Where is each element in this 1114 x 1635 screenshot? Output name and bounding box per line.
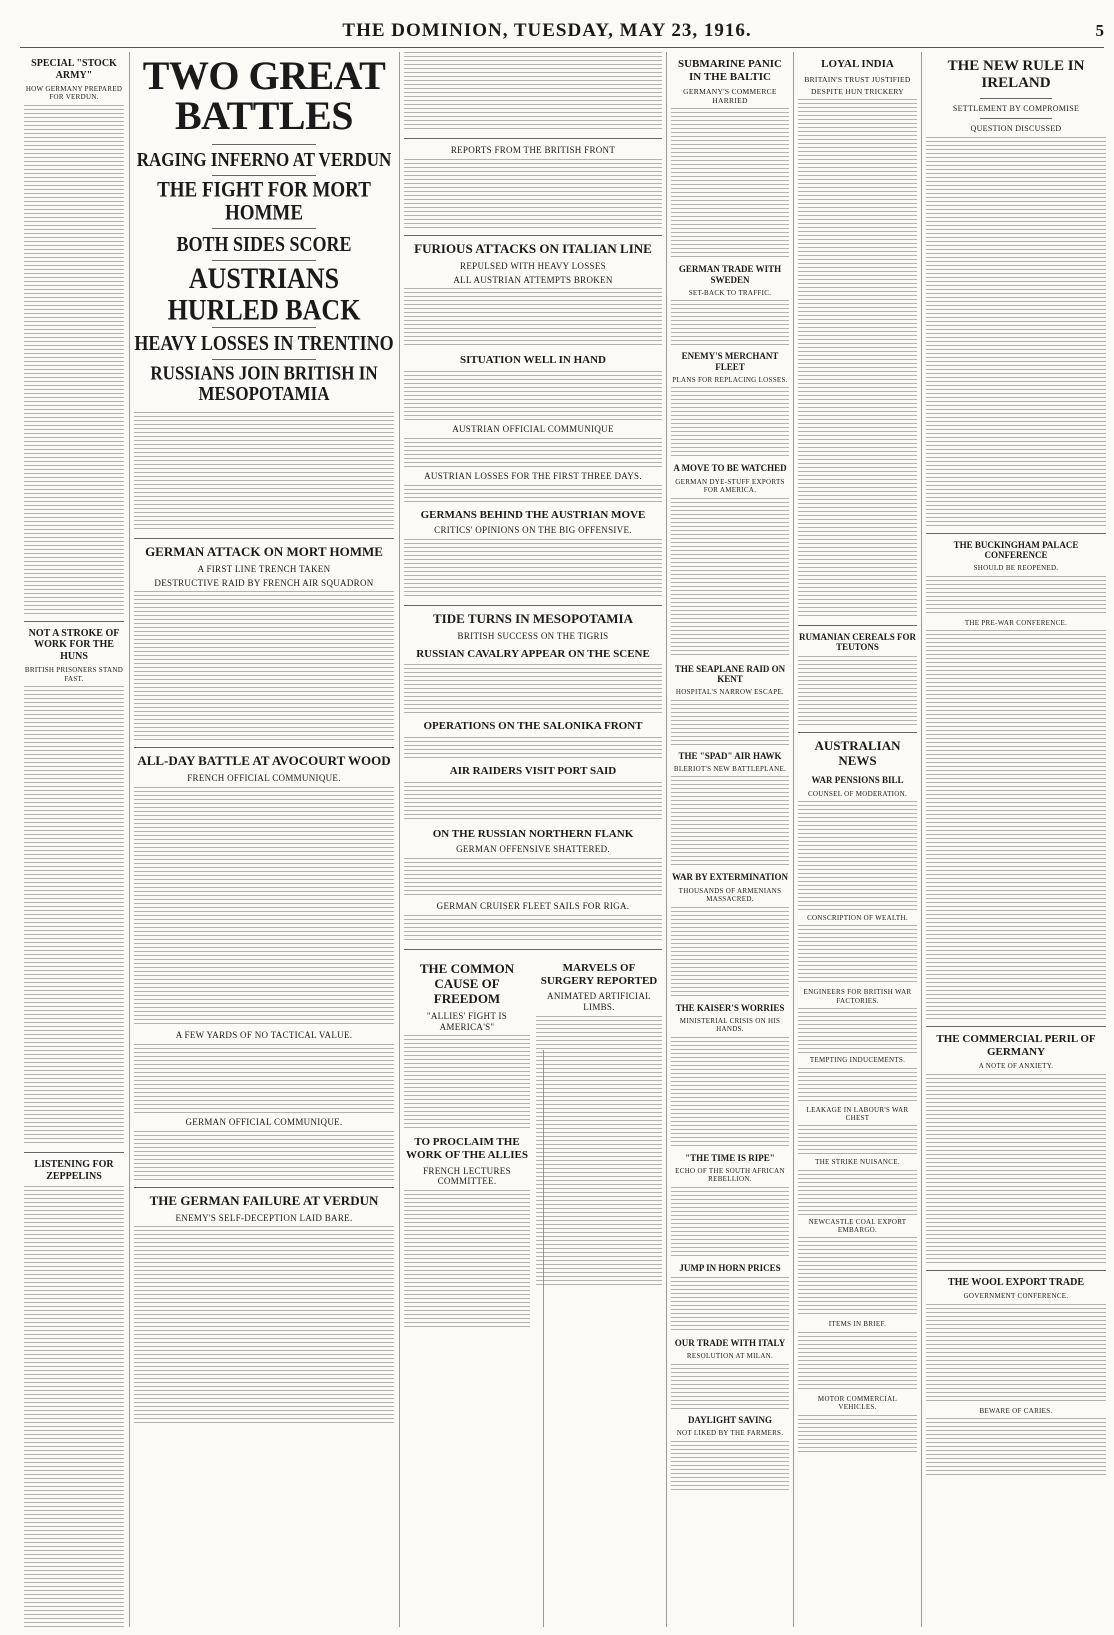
article-text <box>926 630 1106 1020</box>
divider <box>926 533 1106 534</box>
article-text <box>671 700 789 745</box>
divider <box>212 359 316 360</box>
headline: OPERATIONS ON THE SALONIKA FRONT <box>423 720 643 733</box>
headline: LISTENING FOR ZEPPELINS <box>34 1159 114 1182</box>
subheadline: RESOLUTION AT MILAN. <box>686 1352 774 1361</box>
subheadline: TEMPTING INDUCEMENTS. <box>809 1056 906 1065</box>
article-text <box>24 686 124 1146</box>
headline: THE KAISER'S WORRIES <box>675 1002 785 1013</box>
divider <box>404 138 662 139</box>
divider <box>798 732 917 733</box>
article-text <box>671 907 789 997</box>
subheadline: REPORTS FROM THE BRITISH FRONT <box>450 145 616 155</box>
column-1 <box>24 52 124 1627</box>
headline: "THE TIME IS RIPE" <box>685 1152 775 1163</box>
article-text <box>798 656 917 726</box>
subheadline: DESPITE HUN TRICKERY <box>811 86 904 96</box>
column-rule <box>666 52 667 1627</box>
subheadline: FRENCH LECTURES COMMITTEE. <box>423 1165 511 1187</box>
subheadline: LEAKAGE IN LABOUR'S WAR CHEST <box>806 1105 909 1122</box>
article-text <box>404 858 662 898</box>
two-col-block <box>404 956 662 1330</box>
subheadline: ITEMS IN BRIEF. <box>828 1320 887 1329</box>
headline: THE NEW RULE IN IRELAND <box>947 58 1085 92</box>
headline: OUR TRADE WITH ITALY <box>674 1338 786 1349</box>
subheadline: ANIMATED ARTIFICIAL LIMBS. <box>547 991 651 1012</box>
subheadline: BRITAIN'S TRUST JUSTIFIED <box>804 74 911 84</box>
article-text <box>671 1187 789 1257</box>
divider <box>212 228 316 229</box>
article-text <box>24 105 124 615</box>
subheadline: ENGINEERS FOR BRITISH WAR FACTORIES. <box>803 988 912 1005</box>
article-text <box>926 576 1106 616</box>
divider <box>212 175 316 176</box>
article-text <box>926 1074 1106 1264</box>
article-text <box>24 1186 124 1627</box>
headline: THE "SPAD" AIR HAWK <box>678 750 782 761</box>
divider <box>134 538 394 539</box>
subheadline: ENEMY'S SELF-DECEPTION LAID BARE. <box>175 1212 353 1223</box>
masthead <box>20 14 1104 48</box>
subheadline: HOW GERMANY PREPARED FOR VERDUN. <box>25 85 123 102</box>
column-rule <box>129 52 130 1627</box>
article-text <box>798 1332 917 1392</box>
article-text <box>134 591 394 741</box>
article-text <box>798 99 917 619</box>
article-text <box>404 438 662 468</box>
article-text <box>798 1237 917 1317</box>
article-text <box>671 1277 789 1332</box>
article-text <box>671 1037 789 1147</box>
subheadline: "ALLIES' FIGHT IS AMERICA'S" <box>426 1010 508 1032</box>
article-text <box>404 159 662 229</box>
divider <box>980 98 1052 99</box>
article-text <box>798 801 917 911</box>
deck-headline: THE FIGHT FOR MORT HOMME <box>157 177 371 225</box>
article-text <box>798 1125 917 1155</box>
subheadline: GOVERNMENT CONFERENCE. <box>963 1292 1069 1301</box>
subheadline: GERMAN OFFICIAL COMMUNIQUE. <box>185 1116 343 1127</box>
article-text <box>798 1068 917 1103</box>
article-text <box>134 787 394 1027</box>
divider <box>980 118 1052 119</box>
headline: JUMP IN HORN PRICES <box>679 1262 781 1273</box>
headline: A MOVE TO BE WATCHED <box>673 463 787 474</box>
column-rule <box>399 52 400 1627</box>
subheadline: A NOTE OF ANXIETY. <box>978 1062 1054 1071</box>
headline: SPECIAL "STOCK ARMY" <box>31 58 117 81</box>
article-text <box>134 1044 394 1114</box>
article-text <box>404 1035 530 1130</box>
divider <box>24 1152 124 1153</box>
article-text <box>404 1190 530 1330</box>
divider <box>926 1270 1106 1271</box>
article-text <box>404 485 662 503</box>
headline: SUBMARINE PANIC IN THE BALTIC <box>678 58 782 83</box>
subheadline: NOT LIKED BY THE FARMERS. <box>676 1429 784 1438</box>
subheadline: ALL AUSTRIAN ATTEMPTS BROKEN <box>453 274 613 285</box>
article-text <box>404 915 662 943</box>
headline: ALL-DAY BATTLE AT AVOCOURT WOOD <box>137 753 391 769</box>
divider <box>212 260 316 261</box>
subheadline: THE PRE-WAR CONFERENCE. <box>964 618 1068 627</box>
article-text <box>404 782 662 822</box>
subheadline: GERMAN OFFENSIVE SHATTERED. <box>456 844 610 855</box>
headline: WAR BY EXTERMINATION <box>671 872 788 883</box>
article-text <box>798 925 917 985</box>
article-text <box>671 300 789 345</box>
deck-headline: AUSTRIANS HURLED BACK <box>167 261 361 327</box>
article-text <box>134 1226 394 1426</box>
article-text <box>404 288 662 348</box>
headline: THE GERMAN FAILURE AT VERDUN <box>149 1192 379 1208</box>
article-text <box>404 52 662 132</box>
headline: AIR RAIDERS VISIT PORT SAID <box>449 765 617 778</box>
subheadline: BRITISH SUCCESS ON THE TIGRIS <box>457 630 609 641</box>
article-text <box>798 1008 917 1053</box>
column-4 <box>671 52 789 1627</box>
column-6 <box>926 52 1106 1627</box>
subheadline: ECHO OF THE SOUTH AFRICAN REBELLION. <box>675 1166 785 1184</box>
headline: LOYAL INDIA <box>821 58 894 70</box>
subheadline: DESTRUCTIVE RAID BY FRENCH AIR SQUADRON <box>154 577 374 588</box>
subheadline: SHOULD BE REOPENED. <box>973 564 1059 573</box>
article-text <box>671 387 789 457</box>
subheadline: HOSPITAL'S NARROW ESCAPE. <box>675 688 785 697</box>
divider <box>134 1187 394 1188</box>
article-text <box>671 776 789 866</box>
subheadline: BEWARE OF CARIES. <box>979 1406 1053 1415</box>
subheadline: COUNSEL OF MODERATION. <box>807 789 908 798</box>
headline: GERMAN ATTACK ON MORT HOMME <box>145 543 383 559</box>
headline: THE WOOL EXPORT TRADE <box>947 1276 1085 1288</box>
headline: SITUATION WELL IN HAND <box>460 354 606 367</box>
subheadline: PLANS FOR REPLACING LOSSES. <box>672 376 788 385</box>
subheadline: GERMANY'S COMMERCE HARRIED <box>683 87 777 106</box>
subheadline: BRITISH PRISONERS STAND FAST. <box>24 666 124 683</box>
subheadline: NEWCASTLE COAL EXPORT EMBARGO. <box>808 1217 907 1235</box>
divider <box>404 949 662 950</box>
subheadline: A FEW YARDS OF NO TACTICAL VALUE. <box>175 1030 353 1041</box>
headline: GERMANS BEHIND THE AUSTRIAN MOVE <box>420 508 646 521</box>
headline: THE COMMERCIAL PERIL OF GERMANY <box>936 1033 1096 1058</box>
deck-headline: RUSSIANS JOIN BRITISH IN MESOPOTAMIA <box>150 362 378 405</box>
subheadline: SET-BACK TO TRAFFIC. <box>688 288 772 297</box>
headline: FURIOUS ATTACKS ON ITALIAN LINE <box>414 240 652 256</box>
headline: TIDE TURNS IN MESOPOTAMIA <box>433 611 633 626</box>
column-rule <box>793 52 794 1627</box>
article-text <box>134 412 394 532</box>
subheadline: THOUSANDS OF ARMENIANS MASSACRED. <box>678 886 782 904</box>
subheadline: MINISTERIAL CRISIS ON HIS HANDS. <box>679 1016 781 1034</box>
column-3 <box>404 52 662 1627</box>
deck-headline: RAGING INFERNO AT VERDUN <box>136 148 392 171</box>
subheadline: CRITICS' OPINIONS ON THE BIG OFFENSIVE. <box>434 525 632 536</box>
headline: GERMAN TRADE WITH SWEDEN <box>678 264 782 285</box>
deck-headline: HEAVY LOSSES IN TRENTINO <box>134 331 394 355</box>
headline: THE SEAPLANE RAID ON KENT <box>674 663 786 684</box>
subheadline: QUESTION DISCUSSED <box>970 124 1062 134</box>
article-text <box>798 1170 917 1215</box>
headline: RUMANIAN CEREALS FOR TEUTONS <box>798 631 916 652</box>
subcolumn-right <box>536 956 662 1330</box>
column-2 <box>134 52 394 1627</box>
divider <box>134 747 394 748</box>
divider <box>212 327 316 328</box>
article-text <box>798 1415 917 1455</box>
article-text <box>536 1016 662 1286</box>
article-text <box>671 498 789 658</box>
subheadline: THE STRIKE NUISANCE. <box>815 1158 900 1167</box>
banner-headline: TWO GREAT BATTLES <box>142 53 386 138</box>
article-text <box>926 137 1106 527</box>
divider <box>24 621 124 622</box>
column-5 <box>798 52 917 1627</box>
headline: THE COMMON CAUSE OF FREEDOM <box>419 960 515 1006</box>
divider <box>404 235 662 236</box>
headline: TO PROCLAIM THE WORK OF THE ALLIES <box>406 1136 528 1161</box>
divider <box>798 625 917 626</box>
subheadline: CONSCRIPTION OF WEALTH. <box>807 913 908 922</box>
article-text <box>926 1304 1106 1404</box>
subheadline: MOTOR COMMERCIAL VEHICLES. <box>817 1394 898 1412</box>
headline: THE BUCKINGHAM PALACE CONFERENCE <box>953 539 1079 561</box>
article-text <box>671 1441 789 1491</box>
article-text <box>404 371 662 421</box>
subheadline: SETTLEMENT BY COMPROMISE <box>952 103 1080 113</box>
subheadline: AUSTRIAN OFFICIAL COMMUNIQUE <box>452 423 614 434</box>
headline: ON THE RUSSIAN NORTHERN FLANK <box>432 827 634 840</box>
headline: RUSSIAN CAVALRY APPEAR ON THE SCENE <box>416 647 650 660</box>
article-text <box>671 1364 789 1409</box>
article-text <box>926 1418 1106 1478</box>
headline: ENEMY'S MERCHANT FLEET <box>681 351 779 372</box>
subheadline: A FIRST LINE TRENCH TAKEN <box>197 563 331 574</box>
subheadline: GERMAN DYE-STUFF EXPORTS FOR AMERICA. <box>675 477 785 495</box>
article-text <box>671 108 789 258</box>
page-number: 5 <box>1095 20 1104 40</box>
masthead-title: THE DOMINION, TUESDAY, MAY 23, 1916. <box>342 19 752 41</box>
headline: NOT A STROKE OF WORK FOR THE HUNS <box>28 627 120 662</box>
divider <box>212 144 316 145</box>
subheadline: GERMAN CRUISER FLEET SAILS FOR RIGA. <box>436 901 630 912</box>
deck-headline: BOTH SIDES SCORE <box>176 232 352 256</box>
divider <box>404 605 662 606</box>
article-text <box>134 1131 394 1181</box>
subheadline: REPULSED WITH HEAVY LOSSES <box>460 260 606 271</box>
subheadline: BLERIOT'S NEW BATTLEPLANE. <box>673 764 787 773</box>
divider <box>926 1026 1106 1027</box>
article-text <box>404 664 662 714</box>
headline: AUSTRALIAN NEWS <box>814 738 901 769</box>
subheadline: FRENCH OFFICIAL COMMUNIQUE. <box>187 773 341 784</box>
headline: MARVELS OF SURGERY REPORTED <box>540 961 658 987</box>
headline: WAR PENSIONS BILL <box>811 775 904 786</box>
article-text <box>404 539 662 599</box>
subheadline: AUSTRIAN LOSSES FOR THE FIRST THREE DAYS. <box>424 470 642 481</box>
article-text <box>404 737 662 759</box>
subcolumn-left <box>404 956 530 1330</box>
headline: DAYLIGHT SAVING <box>687 1414 773 1425</box>
column-rule <box>921 52 922 1627</box>
